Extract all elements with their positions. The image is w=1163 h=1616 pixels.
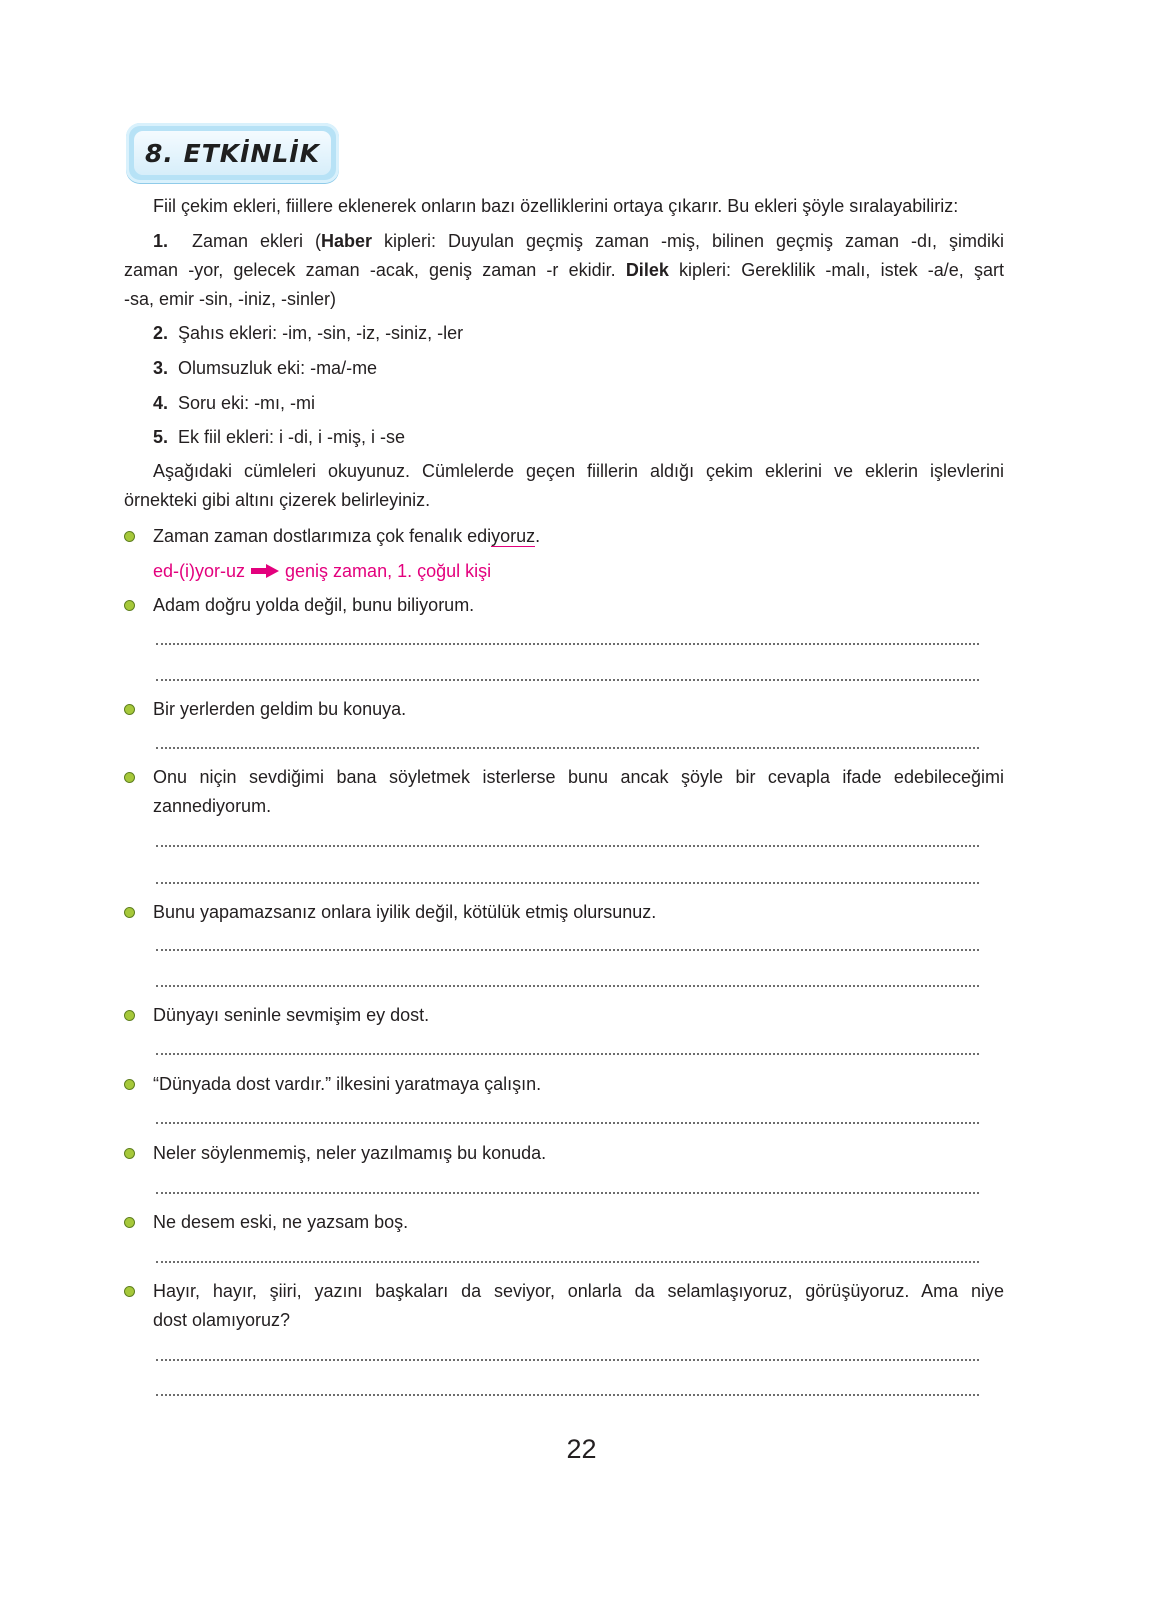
sentence-6: “Dünyada dost vardır.” ilkesini yaratmaya çalışın.	[153, 1074, 542, 1094]
answer-line[interactable]	[156, 679, 979, 681]
list-number: 5.	[153, 427, 169, 447]
sentence-8: Ne desem eski, ne yazsam boş.	[153, 1212, 409, 1232]
sentence-9-line-1: Hayır, hayır, şiiri, yazını başkaları da seviyor, onlarla da selamlaşıyoruz, görüşüyoruz. Ama niye	[153, 1281, 1004, 1301]
list-item-3	[153, 354, 377, 382]
answer-line[interactable]	[156, 882, 979, 884]
bullet-icon	[124, 600, 135, 611]
sentence-text: .	[535, 526, 541, 546]
instruction-line-2: örnekteki gibi altını çizerek belirleyiniz.	[124, 490, 431, 510]
answer-line[interactable]	[156, 845, 979, 847]
sentence-1: Adam doğru yolda değil, bunu biliyorum.	[153, 595, 475, 615]
underlined-suffix: yoruz	[491, 526, 536, 546]
list-text: Soru eki: -mı, -mi	[178, 393, 316, 413]
example-analysis	[153, 557, 491, 585]
list-number: 4.	[153, 393, 169, 413]
page-number: 22	[566, 1434, 597, 1464]
example-sentence	[153, 522, 540, 550]
list-text: Şahıs ekleri: -im, -sin, -iz, -siniz, -ler	[178, 323, 464, 343]
list-item-1-line-2	[124, 256, 1004, 284]
answer-line[interactable]	[156, 1359, 979, 1361]
list-text: Ek fiil ekleri: i -di, i -miş, i -se	[178, 427, 406, 447]
list-item-2	[153, 319, 463, 347]
bullet-icon	[124, 907, 135, 918]
sentence-9-line-2: dost olamıyoruz?	[153, 1310, 291, 1330]
answer-line[interactable]	[156, 1122, 979, 1124]
activity-title: 8. ETKİNLİK	[145, 138, 320, 168]
list-item-1-line-3: -sa, emir -sin, -iniz, -sinler)	[124, 289, 337, 309]
sentence-5: Dünyayı seninle sevmişim ey dost.	[153, 1005, 430, 1025]
activity-title-frame	[134, 131, 331, 175]
answer-line[interactable]	[156, 1192, 979, 1194]
list-text: Zaman ekleri (	[191, 231, 321, 251]
bold-term-dilek: Dilek	[625, 260, 669, 280]
arrow-right-icon	[251, 564, 279, 578]
bullet-icon	[124, 1010, 135, 1021]
answer-line[interactable]	[156, 1053, 979, 1055]
sentence-text: Zaman zaman dostlarımıza çok fenalık edi	[153, 526, 492, 546]
list-number: 2.	[153, 323, 169, 343]
list-text: kipleri: Duyulan geçmiş zaman -miş, bilinen geçmiş zaman -dı, şimdiki	[372, 231, 1004, 251]
answer-line[interactable]	[156, 1261, 979, 1263]
activity-title-badge	[126, 123, 339, 183]
answer-line[interactable]	[156, 747, 979, 749]
list-number: 3.	[153, 358, 169, 378]
sentence-3-line-1: Onu niçin sevdiğimi bana söyletmek isterlerse bunu ancak şöyle bir cevapla ifade edebileceğimi	[153, 767, 1004, 787]
bullet-icon	[124, 531, 135, 542]
list-text: kipleri: Gereklilik -malı, istek -a/e, şart	[668, 260, 1004, 280]
bullet-icon	[124, 1286, 135, 1297]
sentence-4: Bunu yapamazsanız onlara iyilik değil, kötülük etmiş olursunuz.	[153, 902, 657, 922]
list-number: 1.	[153, 231, 169, 251]
example-morphemes: ed-(i)yor-uz	[153, 561, 246, 581]
answer-line[interactable]	[156, 1394, 979, 1396]
example-function: geniş zaman, 1. çoğul kişi	[285, 561, 492, 581]
bullet-icon	[124, 1079, 135, 1090]
instruction-line-1: Aşağıdaki cümleleri okuyunuz. Cümlelerde geçen fiillerin aldığı çekim eklerini ve eklerin işlevlerini	[153, 461, 1004, 481]
answer-line[interactable]	[156, 985, 979, 987]
answer-line[interactable]	[156, 643, 979, 645]
sentence-2: Bir yerlerden geldim bu konuya.	[153, 699, 407, 719]
list-item-4	[153, 389, 315, 417]
bullet-icon	[124, 1148, 135, 1159]
answer-line[interactable]	[156, 949, 979, 951]
bullet-icon	[124, 1217, 135, 1228]
sentence-3-line-2: zannediyorum.	[153, 796, 272, 816]
bold-term-haber: Haber	[320, 231, 373, 251]
intro-text: Fiil çekim ekleri, fiillere eklenerek onların bazı özelliklerini ortaya çıkarır. Bu ekleri şöyle sıralayabiliriz:	[153, 196, 959, 216]
list-item-5	[153, 423, 405, 451]
bullet-icon	[124, 704, 135, 715]
list-text: zaman -yor, gelecek zaman -acak, geniş zaman -r ekidir.	[124, 260, 626, 280]
list-item-1-line-1	[153, 227, 1004, 255]
list-text: Olumsuzluk eki: -ma/-me	[178, 358, 378, 378]
sentence-7: Neler söylenmemiş, neler yazılmamış bu konuda.	[153, 1143, 547, 1163]
bullet-icon	[124, 772, 135, 783]
